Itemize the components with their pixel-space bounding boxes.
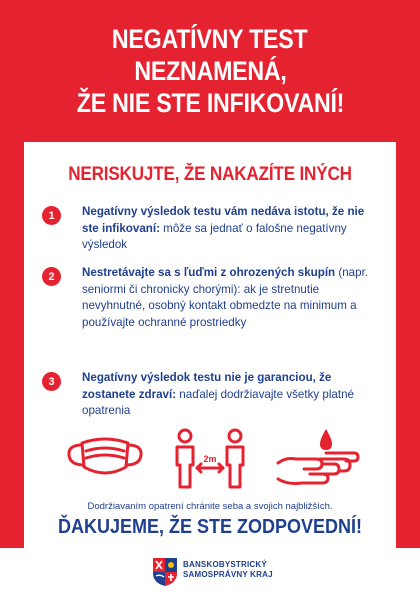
face-mask-icon xyxy=(66,433,144,481)
closing-text: Dodržiavaním opatrení chránite seba a svojich najbližších. xyxy=(87,501,333,512)
item-bold-text: Nestretávajte sa s ľuďmi z ohrozených skupín xyxy=(82,266,336,279)
item-regular-text: môže sa jednať o falošne negatívny výsledok xyxy=(82,221,347,251)
organization-name xyxy=(183,560,273,580)
organization-line-2: SAMOSPRÁVNY KRAJ xyxy=(183,570,273,579)
hand-sanitizer-icon xyxy=(276,427,360,491)
item-number-badge: 2 xyxy=(42,267,61,286)
header xyxy=(0,0,420,142)
header-line-2: NEZNAMENÁ, xyxy=(133,56,287,86)
item-text xyxy=(82,265,380,331)
item-bold-text: Negatívny výsledok testu nie je garanciou, že zostanete zdraví: xyxy=(82,371,332,401)
icons-row xyxy=(24,425,396,495)
header-line-3: ŽE NIE STE INFIKOVANÍ! xyxy=(76,88,344,118)
item-text xyxy=(82,204,380,254)
footer xyxy=(0,548,420,596)
subtitle: NERISKUJTE, ŽE NAKAZÍTE INÝCH xyxy=(68,164,352,185)
item-number-badge: 3 xyxy=(42,372,61,391)
item-regular-text: naďalej dodržiavajte všetky platné opatrenia xyxy=(82,387,354,417)
item-text xyxy=(82,370,380,420)
social-distance-icon xyxy=(172,427,248,491)
distance-label: 2m xyxy=(203,454,217,464)
item-bold-text: Negatívny výsledok testu vám nedáva istotu, že nie ste infikovaní: xyxy=(82,205,365,235)
header-line-1: NEGATÍVNY TEST xyxy=(112,24,308,54)
item-regular-text: (napr. seniormi či chronicky chorými): ak je stretnutie nevyhnutné, osobný kontakt obmedzte na minimum a používajte ochranné prostriedky xyxy=(82,266,369,329)
thanks-text: ĎAKUJEME, ŽE STE ZODPOVEDNÍ! xyxy=(57,516,363,538)
organization-line-1: BANSKOBYSTRICKÝ xyxy=(183,560,267,569)
content-panel xyxy=(24,142,396,569)
item-number-badge: 1 xyxy=(42,206,61,225)
coat-of-arms-logo xyxy=(152,557,178,587)
